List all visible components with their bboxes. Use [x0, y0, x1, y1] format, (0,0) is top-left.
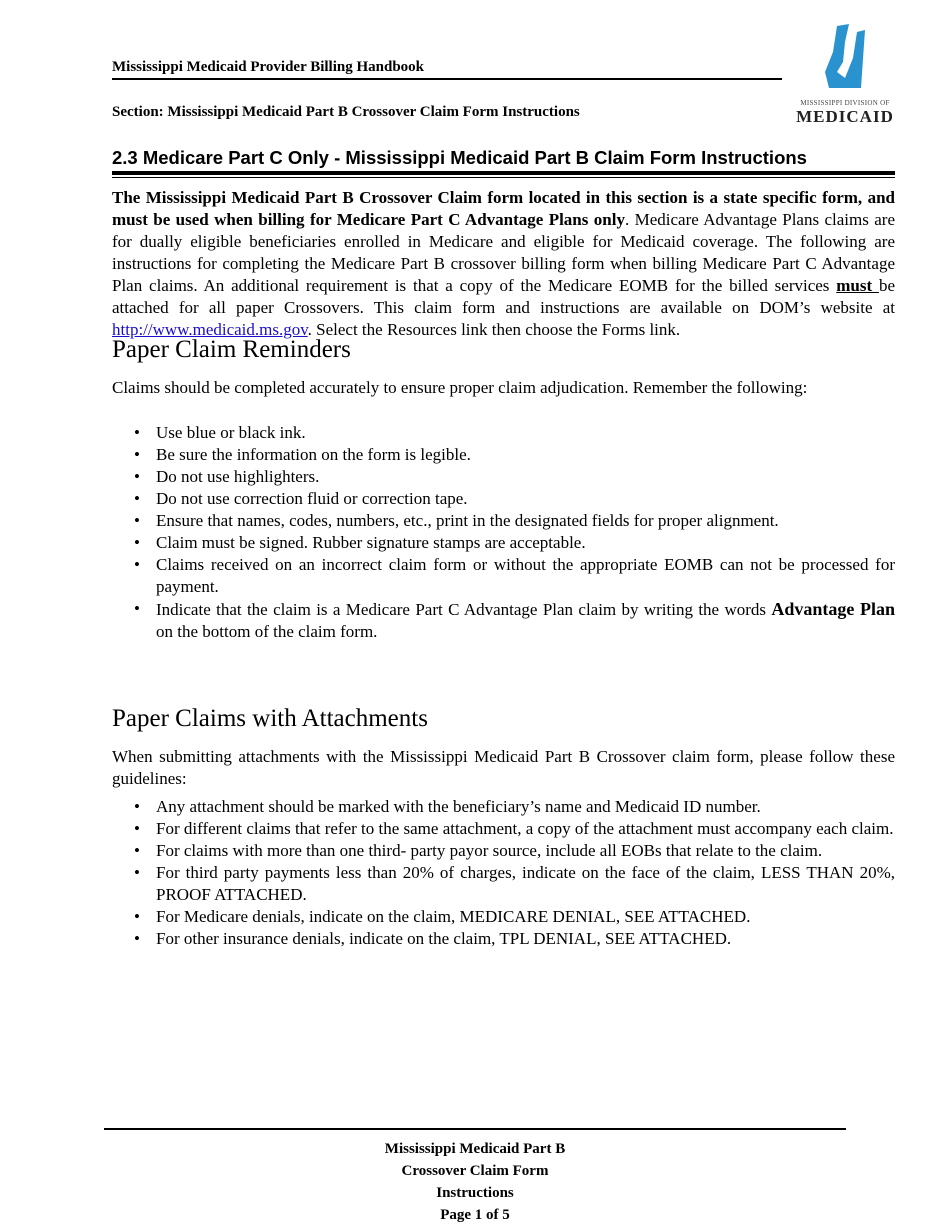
- reminders-heading: Paper Claim Reminders: [112, 336, 351, 363]
- footer: [330, 1138, 620, 1226]
- logo-text-top: MISSISSIPPI DIVISION OF: [800, 99, 890, 107]
- heading-rule-thin: [112, 177, 895, 178]
- logo-text-main: MEDICAID: [796, 107, 894, 126]
- item-text: on the bottom of the claim form.: [156, 622, 378, 641]
- footer-line: Instructions: [436, 1185, 514, 1201]
- attachments-heading: Paper Claims with Attachments: [112, 705, 428, 732]
- heading-rule-thick: [112, 171, 895, 175]
- header-rule: [112, 78, 782, 80]
- attachments-intro: When submitting attachments with the Mississippi Medicaid Part B Crossover claim form, please follow these guidelines:: [112, 747, 895, 788]
- medicaid-website-link[interactable]: http://www.medicaid.ms.gov: [112, 320, 308, 339]
- list-item: • For different claims that refer to the same attachment, a copy of the attachment must accompany each claim.: [130, 818, 895, 840]
- list-item: • For Medicare denials, indicate on the claim, MEDICARE DENIAL, SEE ATTACHED.: [130, 906, 895, 928]
- list-item: • Ensure that names, codes, numbers, etc., print in the designated fields for proper alignment.: [130, 510, 895, 532]
- list-item: • For third party payments less than 20% of charges, indicate on the face of the claim, LESS THAN 20%, PROOF ATTACHED.: [130, 862, 895, 906]
- reminders-list: [130, 422, 895, 643]
- footer-line: Crossover Claim Form: [401, 1163, 549, 1179]
- list-item: • For other insurance denials, indicate on the claim, TPL DENIAL, SEE ATTACHED.: [130, 928, 895, 950]
- list-item: • Be sure the information on the form is legible.: [130, 444, 895, 466]
- list-item: • Any attachment should be marked with the beneficiary’s name and Medicaid ID number.: [130, 796, 895, 818]
- intro-paragraph: [112, 187, 895, 341]
- reminders-intro: Claims should be completed accurately to ensure proper claim adjudication. Remember the following:: [112, 378, 808, 397]
- footer-line: Mississippi Medicaid Part B: [384, 1141, 566, 1157]
- list-item: • Do not use highlighters.: [130, 466, 895, 488]
- list-item: • Claim must be signed. Rubber signature stamps are acceptable.: [130, 532, 895, 554]
- advantage-plan-bold: Advantage Plan: [771, 599, 895, 619]
- section-title: Section: Mississippi Medicaid Part B Crossover Claim Form Instructions: [112, 104, 580, 120]
- list-item: • Use blue or black ink.: [130, 422, 895, 444]
- mississippi-hands-icon: [815, 22, 875, 94]
- section-heading: 2.3 Medicare Part C Only - Mississippi Medicaid Part B Claim Form Instructions: [112, 147, 807, 168]
- page-number: Page 1 of 5: [440, 1207, 510, 1223]
- list-item: • Do not use correction fluid or correction tape.: [130, 488, 895, 510]
- intro-text-3: . Select the Resources link then choose the Forms link.: [307, 320, 681, 339]
- attachments-list: [130, 796, 895, 950]
- footer-rule: [104, 1128, 846, 1130]
- intro-text-2: be attached for all paper Crossovers. This claim form and instructions are available on DOM’s website at: [112, 276, 895, 317]
- list-item: • For claims with more than one third- party payor source, include all EOBs that relate to the claim.: [130, 840, 895, 862]
- intro-text: . Medicare Advantage Plans claims are for dually eligible beneficiaries enrolled in Medicare and eligible for Medicaid coverage. The following are instructions for completing the Medicare Part B crossover billing form when billing Medicare Part C Advantage Plan claims. An additional requirement is that a copy of the Medicare EOMB for the billed services: [112, 210, 895, 295]
- item-text: Indicate that the claim is a Medicare Part C Advantage Plan claim by writing the words: [156, 600, 772, 619]
- list-item: [130, 598, 895, 643]
- intro-bold: The Mississippi Medicaid Part B Crossover Claim form located in this section is a state specific form, and must be used when billing for Medicare Part C Advantage Plans only: [112, 188, 895, 229]
- must-emphasis: must: [836, 276, 879, 295]
- handbook-title: Mississippi Medicaid Provider Billing Handbook: [112, 59, 425, 75]
- medicaid-logo: [780, 22, 910, 137]
- list-item: • Claims received on an incorrect claim form or without the appropriate EOMB can not be processed for payment.: [130, 554, 895, 598]
